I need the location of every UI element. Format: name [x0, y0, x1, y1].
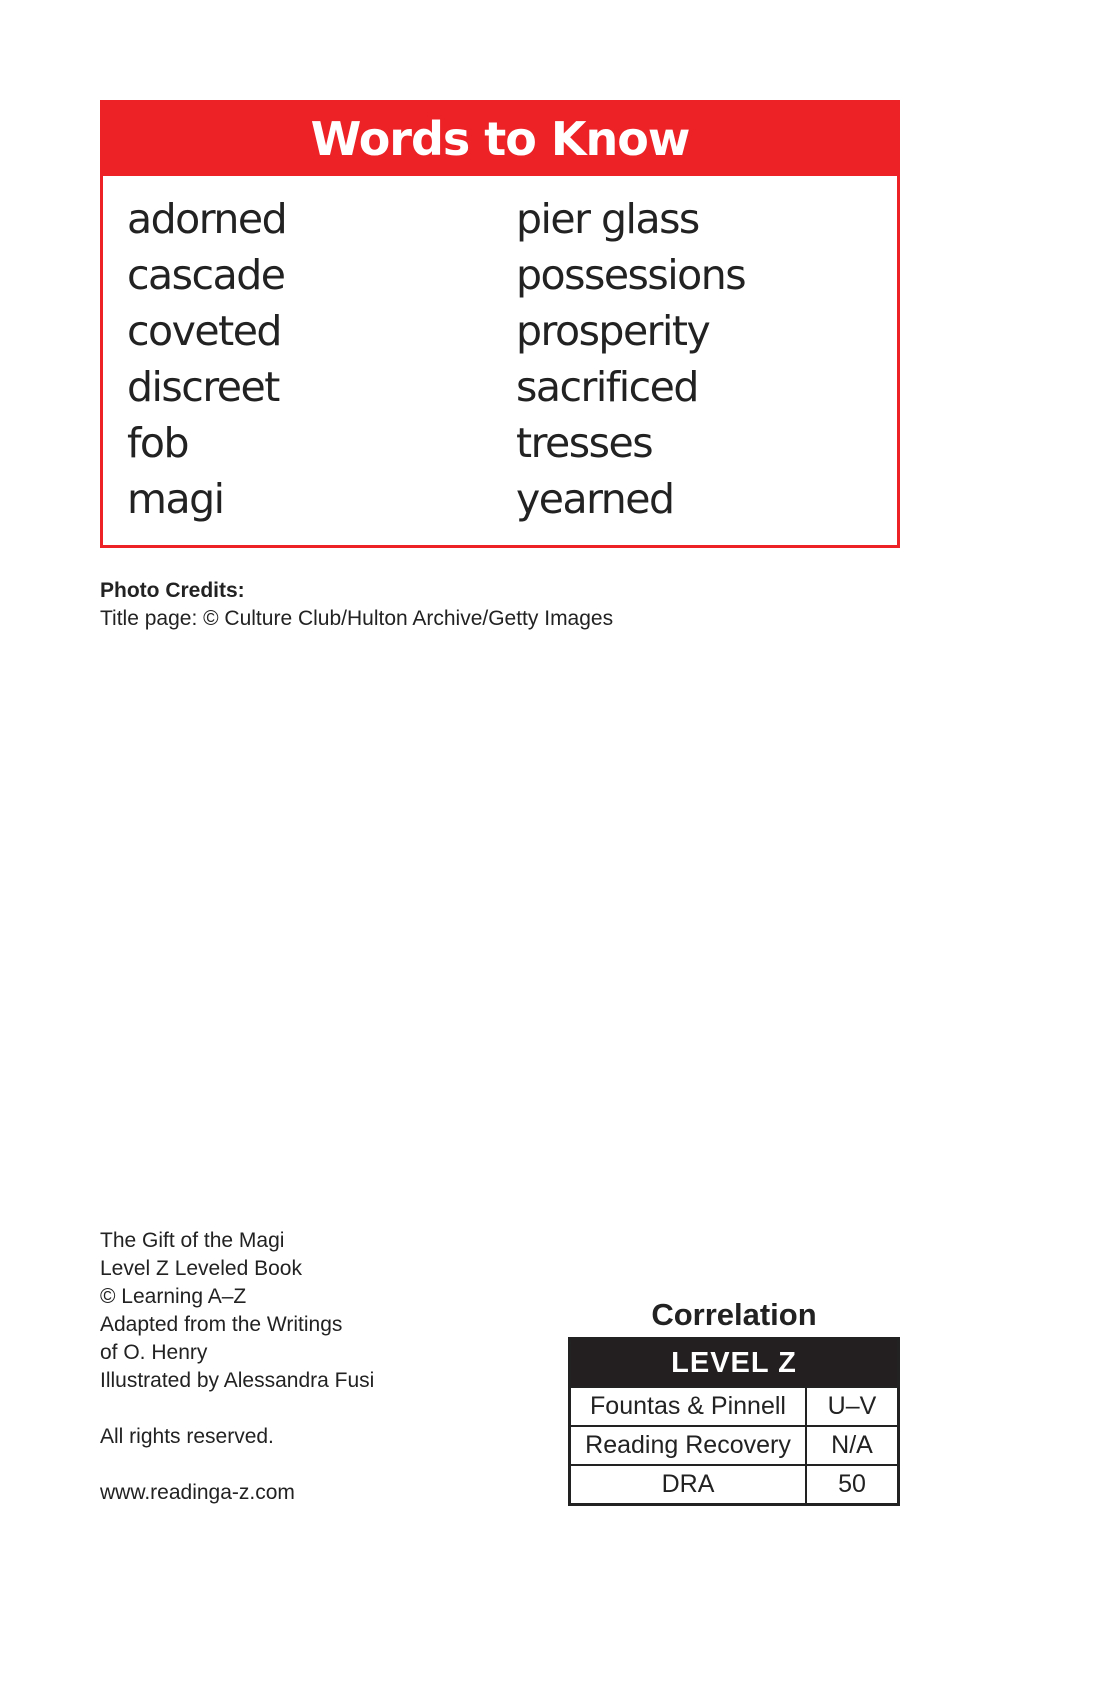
spacer: [100, 1451, 374, 1479]
correlation-title: Correlation: [651, 1297, 817, 1332]
book-info: [100, 1227, 374, 1507]
vocabulary-word: discreet: [127, 363, 279, 411]
level-header: LEVEL Z: [570, 1339, 899, 1388]
vocabulary-word: tresses: [516, 419, 653, 467]
words-to-know-box: [100, 100, 900, 548]
website-link[interactable]: www.readinga-z.com: [100, 1481, 295, 1504]
vocabulary-word: prosperity: [516, 307, 710, 355]
system-value: N/A: [806, 1426, 899, 1465]
system-name: Fountas & Pinnell: [570, 1387, 807, 1426]
illustrator: Illustrated by Alessandra Fusi: [100, 1369, 375, 1392]
correlation-panel: [568, 1293, 900, 1506]
vocabulary-list-left: [127, 191, 286, 527]
rights-reserved: All rights reserved.: [100, 1425, 274, 1448]
vocabulary-list-right: [516, 191, 745, 527]
adaptation-note: Adapted from the Writings: [100, 1313, 343, 1336]
table-row: [570, 1426, 899, 1465]
table-row: [570, 1465, 899, 1505]
words-to-know-title: Words to Know: [103, 103, 897, 176]
vocabulary-word: adorned: [127, 195, 287, 243]
table-row: [570, 1387, 899, 1426]
book-title: The Gift of the Magi: [100, 1229, 285, 1252]
photo-credits-text: Title page: © Culture Club/Hulton Archive/Getty Images: [100, 607, 614, 630]
system-name: Reading Recovery: [570, 1426, 807, 1465]
vocabulary-word: possessions: [516, 251, 746, 299]
photo-credits-label: Photo Credits:: [100, 579, 245, 602]
vocabulary-word: coveted: [127, 307, 281, 355]
system-value: 50: [806, 1465, 899, 1505]
vocabulary-word: magi: [127, 475, 224, 523]
vocabulary-word: cascade: [127, 251, 285, 299]
vocabulary-word: sacrificed: [516, 363, 698, 411]
correlation-table: [568, 1337, 900, 1506]
system-value: U–V: [806, 1387, 899, 1426]
spacer: [100, 1395, 374, 1423]
vocabulary-word: yearned: [516, 475, 674, 523]
vocabulary-word: pier glass: [516, 195, 699, 243]
photo-credits: [100, 577, 613, 633]
book-level: Level Z Leveled Book: [100, 1257, 302, 1280]
adaptation-author: of O. Henry: [100, 1341, 208, 1364]
copyright: © Learning A–Z: [100, 1285, 247, 1308]
vocabulary-word: fob: [127, 419, 189, 467]
system-name: DRA: [570, 1465, 807, 1505]
